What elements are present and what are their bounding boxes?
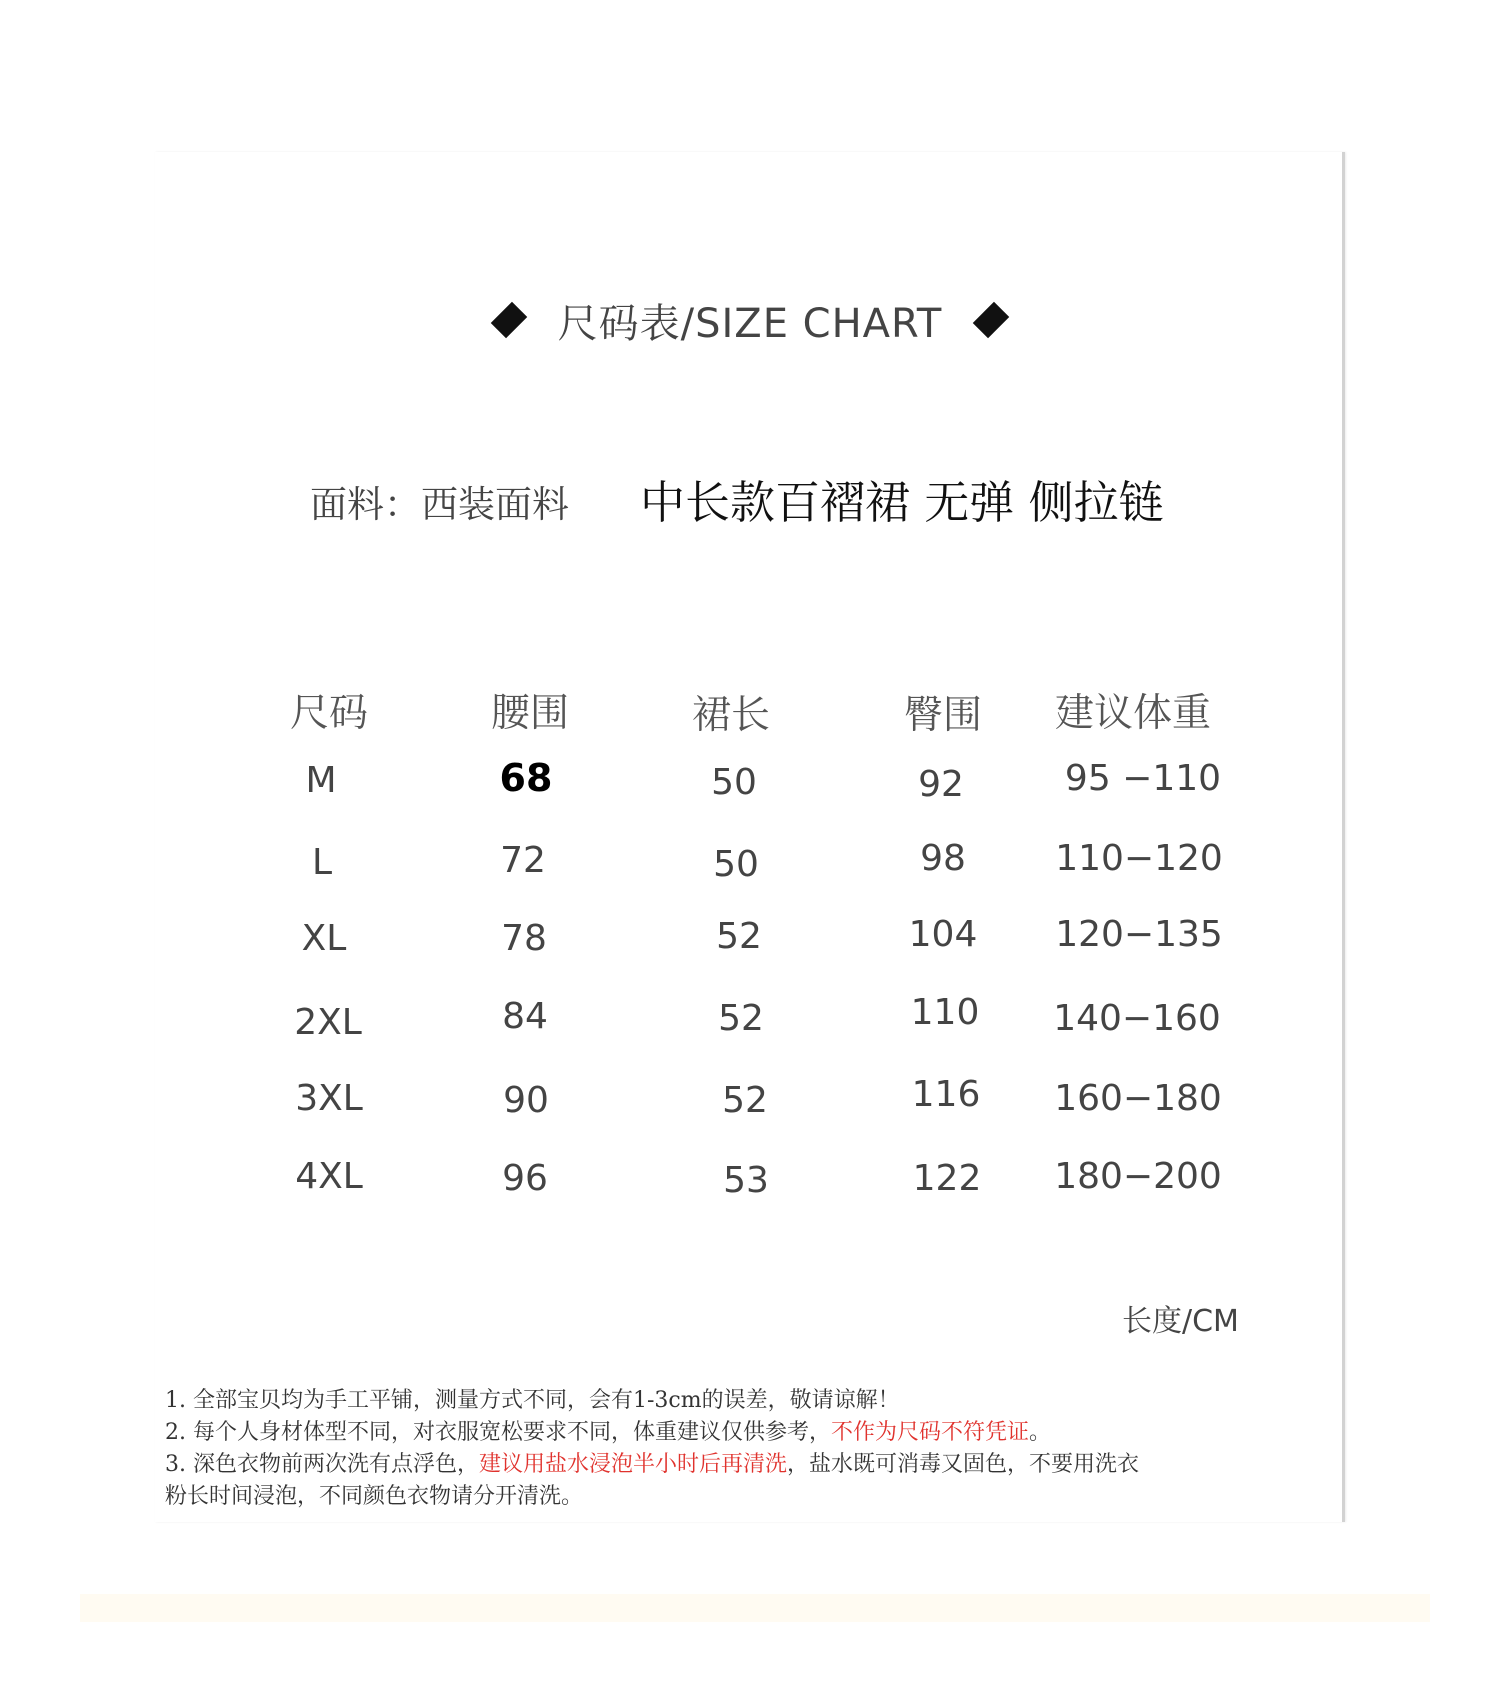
table-cell: 120−135 <box>1055 914 1223 955</box>
note-3-warning: 建议用盐水浸泡半小时后再清洗 <box>478 1452 787 1477</box>
header-size: 尺码 <box>289 691 369 736</box>
table-cell: 78 <box>501 918 547 959</box>
table-cell: 2XL <box>294 1002 362 1043</box>
table-cell: XL <box>301 918 347 959</box>
table-cell: M <box>305 760 337 801</box>
table-cell: 98 <box>920 838 966 879</box>
table-cell: 52 <box>718 998 764 1039</box>
chart-title: 尺码表/SIZE CHART <box>557 300 943 347</box>
note-2-end: 。 <box>1029 1420 1052 1445</box>
note-2-warning: 不作为尺码不符凭证 <box>831 1420 1030 1445</box>
table-cell: 90 <box>503 1080 549 1121</box>
unit-label: 长度/CM <box>1122 1304 1239 1339</box>
table-cell: 160−180 <box>1054 1078 1222 1119</box>
header-waist: 腰围 <box>490 691 570 736</box>
note-2 <box>165 1417 1345 1449</box>
note-1: 1. 全部宝贝均为手工平铺，测量方式不同，会有1-3cm的误差，敬请谅解！ <box>165 1388 900 1413</box>
table-cell: 84 <box>502 996 548 1037</box>
header-length: 裙长 <box>691 693 771 738</box>
table-cell: 53 <box>723 1160 769 1201</box>
table-cell: 4XL <box>295 1156 363 1197</box>
notes-block <box>165 1385 1345 1513</box>
table-cell: 92 <box>918 764 964 805</box>
note-3-text: 3. 深色衣物前两次洗有点浮色， <box>165 1452 479 1477</box>
table-cell: 96 <box>502 1158 548 1199</box>
header-weight: 建议体重 <box>1054 691 1212 736</box>
fabric-label: 面料：西装面料 <box>310 483 569 526</box>
table-cell: 122 <box>912 1158 982 1199</box>
table-cell: 140−160 <box>1053 998 1221 1039</box>
table-cell: 180−200 <box>1054 1156 1222 1197</box>
table-cell: 110 <box>910 992 980 1033</box>
table-cell: 104 <box>908 914 978 955</box>
note-3 <box>165 1449 1345 1481</box>
table-cell: 116 <box>911 1074 981 1115</box>
table-cell: 110−120 <box>1055 838 1223 879</box>
table-cell: 3XL <box>295 1078 363 1119</box>
note-4: 粉长时间浸泡，不同颜色衣物请分开清洗。 <box>165 1484 584 1509</box>
table-cell: 95 −110 <box>1064 758 1222 799</box>
table-cell: L <box>311 842 333 883</box>
style-description: 中长款百褶裙 无弹 侧拉链 <box>640 476 1164 529</box>
note-2-text: 2. 每个人身材体型不同，对衣服宽松要求不同，体重建议仅供参考， <box>165 1420 831 1445</box>
table-cell: 72 <box>500 840 546 881</box>
table-cell: 52 <box>716 916 762 957</box>
footer-band <box>80 1594 1430 1622</box>
note-3-end: ，盐水既可消毒又固色，不要用洗衣 <box>787 1452 1140 1477</box>
table-cell: 50 <box>713 844 759 885</box>
header-hip: 臀围 <box>903 693 983 738</box>
table-cell: 50 <box>711 762 757 803</box>
table-cell: 52 <box>722 1080 768 1121</box>
table-cell: 68 <box>499 756 553 800</box>
